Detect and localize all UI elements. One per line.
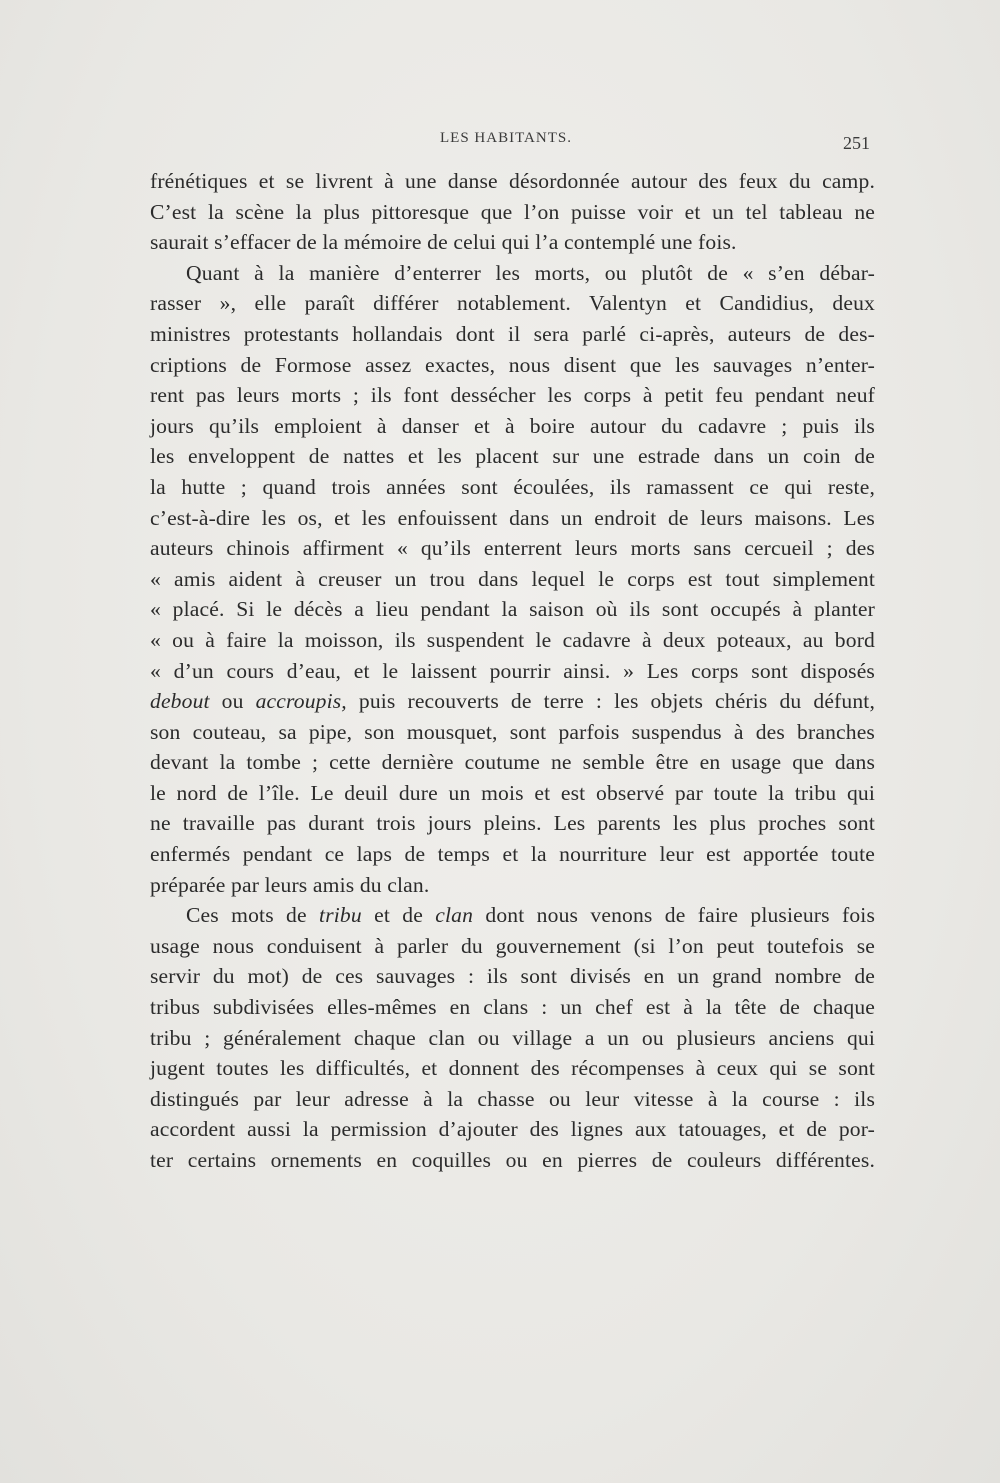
text-span: et de bbox=[361, 903, 436, 928]
text-span: ou bbox=[209, 689, 256, 714]
text-line: jours qu’ils emploient à danser et à boire autour du cadavre ; puis ils bbox=[150, 413, 875, 438]
text-line: criptions de Formose assez exactes, nous disent que les sauvages n’enter- bbox=[150, 352, 875, 377]
text-line: préparée par leurs amis du clan. bbox=[150, 872, 430, 897]
text-line: auteurs chinois affirment « qu’ils enterrent leurs morts sans cercueil ; des bbox=[150, 536, 875, 561]
text-line: frénétiques et se livrent à une danse désordonnée autour des feux du camp. bbox=[150, 169, 875, 193]
text-span: Ces mots de bbox=[186, 903, 320, 928]
paragraph-2 bbox=[150, 258, 875, 900]
italic-word: tribu bbox=[319, 903, 362, 928]
text-line: enfermés pendant ce laps de temps et la nourriture leur est apportée toute bbox=[150, 842, 875, 867]
text-line: « d’un cours d’eau, et le laissent pourrir ainsi. » Les corps sont disposés bbox=[150, 658, 875, 683]
text-line: ter certains ornements en coquilles ou en pierres de couleurs différentes. bbox=[150, 1148, 875, 1172]
text-line: rent pas leurs morts ; ils font dessécher les corps à petit feu pendant neuf bbox=[150, 383, 875, 408]
text-line: usage nous conduisent à parler du gouvernement (si l’on peut toutefois se bbox=[150, 933, 875, 958]
text-span: dont nous venons de faire plusieurs fois bbox=[473, 903, 875, 928]
text-line: ne travaille pas durant trois jours pleins. Les parents les plus proches sont bbox=[150, 811, 875, 836]
text-line: jugent toutes les difficultés, et donnent des récompenses à ceux qui se sont bbox=[150, 1056, 875, 1081]
text-line: la hutte ; quand trois années sont écoulées, ils ramassent ce qui reste, bbox=[150, 474, 875, 499]
italic-word: debout bbox=[150, 689, 210, 714]
text-line: saurait s’effacer de la mémoire de celui qui l’a contemplé une fois. bbox=[150, 230, 737, 255]
text-line: ministres protestants hollandais dont il sera parlé ci-après, auteurs de des- bbox=[150, 321, 875, 346]
text-line: servir du mot) de ces sauvages : ils sont divisés en un grand nombre de bbox=[150, 964, 875, 989]
text-line: les enveloppent de nattes et les placent sur une estrade dans un coin de bbox=[150, 444, 875, 469]
text-line: distingués par leur adresse à la chasse ou leur vitesse à la course : ils bbox=[150, 1086, 875, 1111]
text-line: son couteau, sa pipe, son mousquet, sont parfois suspendus à des branches bbox=[150, 719, 875, 744]
text-line: c’est-à-dire les os, et les enfouissent dans un endroit de leurs maisons. Les bbox=[150, 505, 875, 530]
paragraph-3 bbox=[150, 900, 875, 1175]
text-line: « placé. Si le décès a lieu pendant la saison où ils sont occupés à planter bbox=[150, 597, 875, 622]
text-line bbox=[150, 686, 875, 717]
text-line: devant la tombe ; cette dernière coutume ne semble être en usage que dans bbox=[150, 750, 875, 775]
text-line: rasser », elle paraît différer notablement. Valentyn et Candidius, deux bbox=[150, 291, 875, 316]
text-line: C’est la scène la plus pittoresque que l’on puisse voir et un tel tableau ne bbox=[150, 199, 875, 224]
page-number: 251 bbox=[843, 133, 870, 153]
text-line: tribu ; généralement chaque clan ou village a un ou plusieurs anciens qui bbox=[150, 1025, 875, 1050]
running-title: LES HABITANTS. bbox=[440, 130, 572, 146]
text-line: tribus subdivisées elles-mêmes en clans : un chef est à la tête de chaque bbox=[150, 995, 875, 1020]
text-span: puis recouverts de terre : les objets chéris du défunt, bbox=[346, 689, 875, 714]
text-line: Quant à la manière d’enterrer les morts, ou plutôt de « s’en débar- bbox=[186, 260, 875, 285]
text-line: accordent aussi la permission d’ajouter des lignes aux tatouages, et de por- bbox=[150, 1117, 875, 1142]
text-line: « ou à faire la moisson, ils suspendent le cadavre à deux poteaux, au bord bbox=[150, 627, 875, 652]
text-line: le nord de l’île. Le deuil dure un mois et est observé par toute la tribu qui bbox=[150, 780, 875, 805]
text-line: « amis aident à creuser un trou dans lequel le corps est tout simplement bbox=[150, 566, 875, 591]
body-text bbox=[150, 166, 875, 1176]
italic-word: accroupis, bbox=[255, 689, 347, 714]
paragraph-1 bbox=[150, 166, 875, 258]
italic-word: clan bbox=[435, 903, 474, 928]
text-line bbox=[150, 900, 875, 931]
